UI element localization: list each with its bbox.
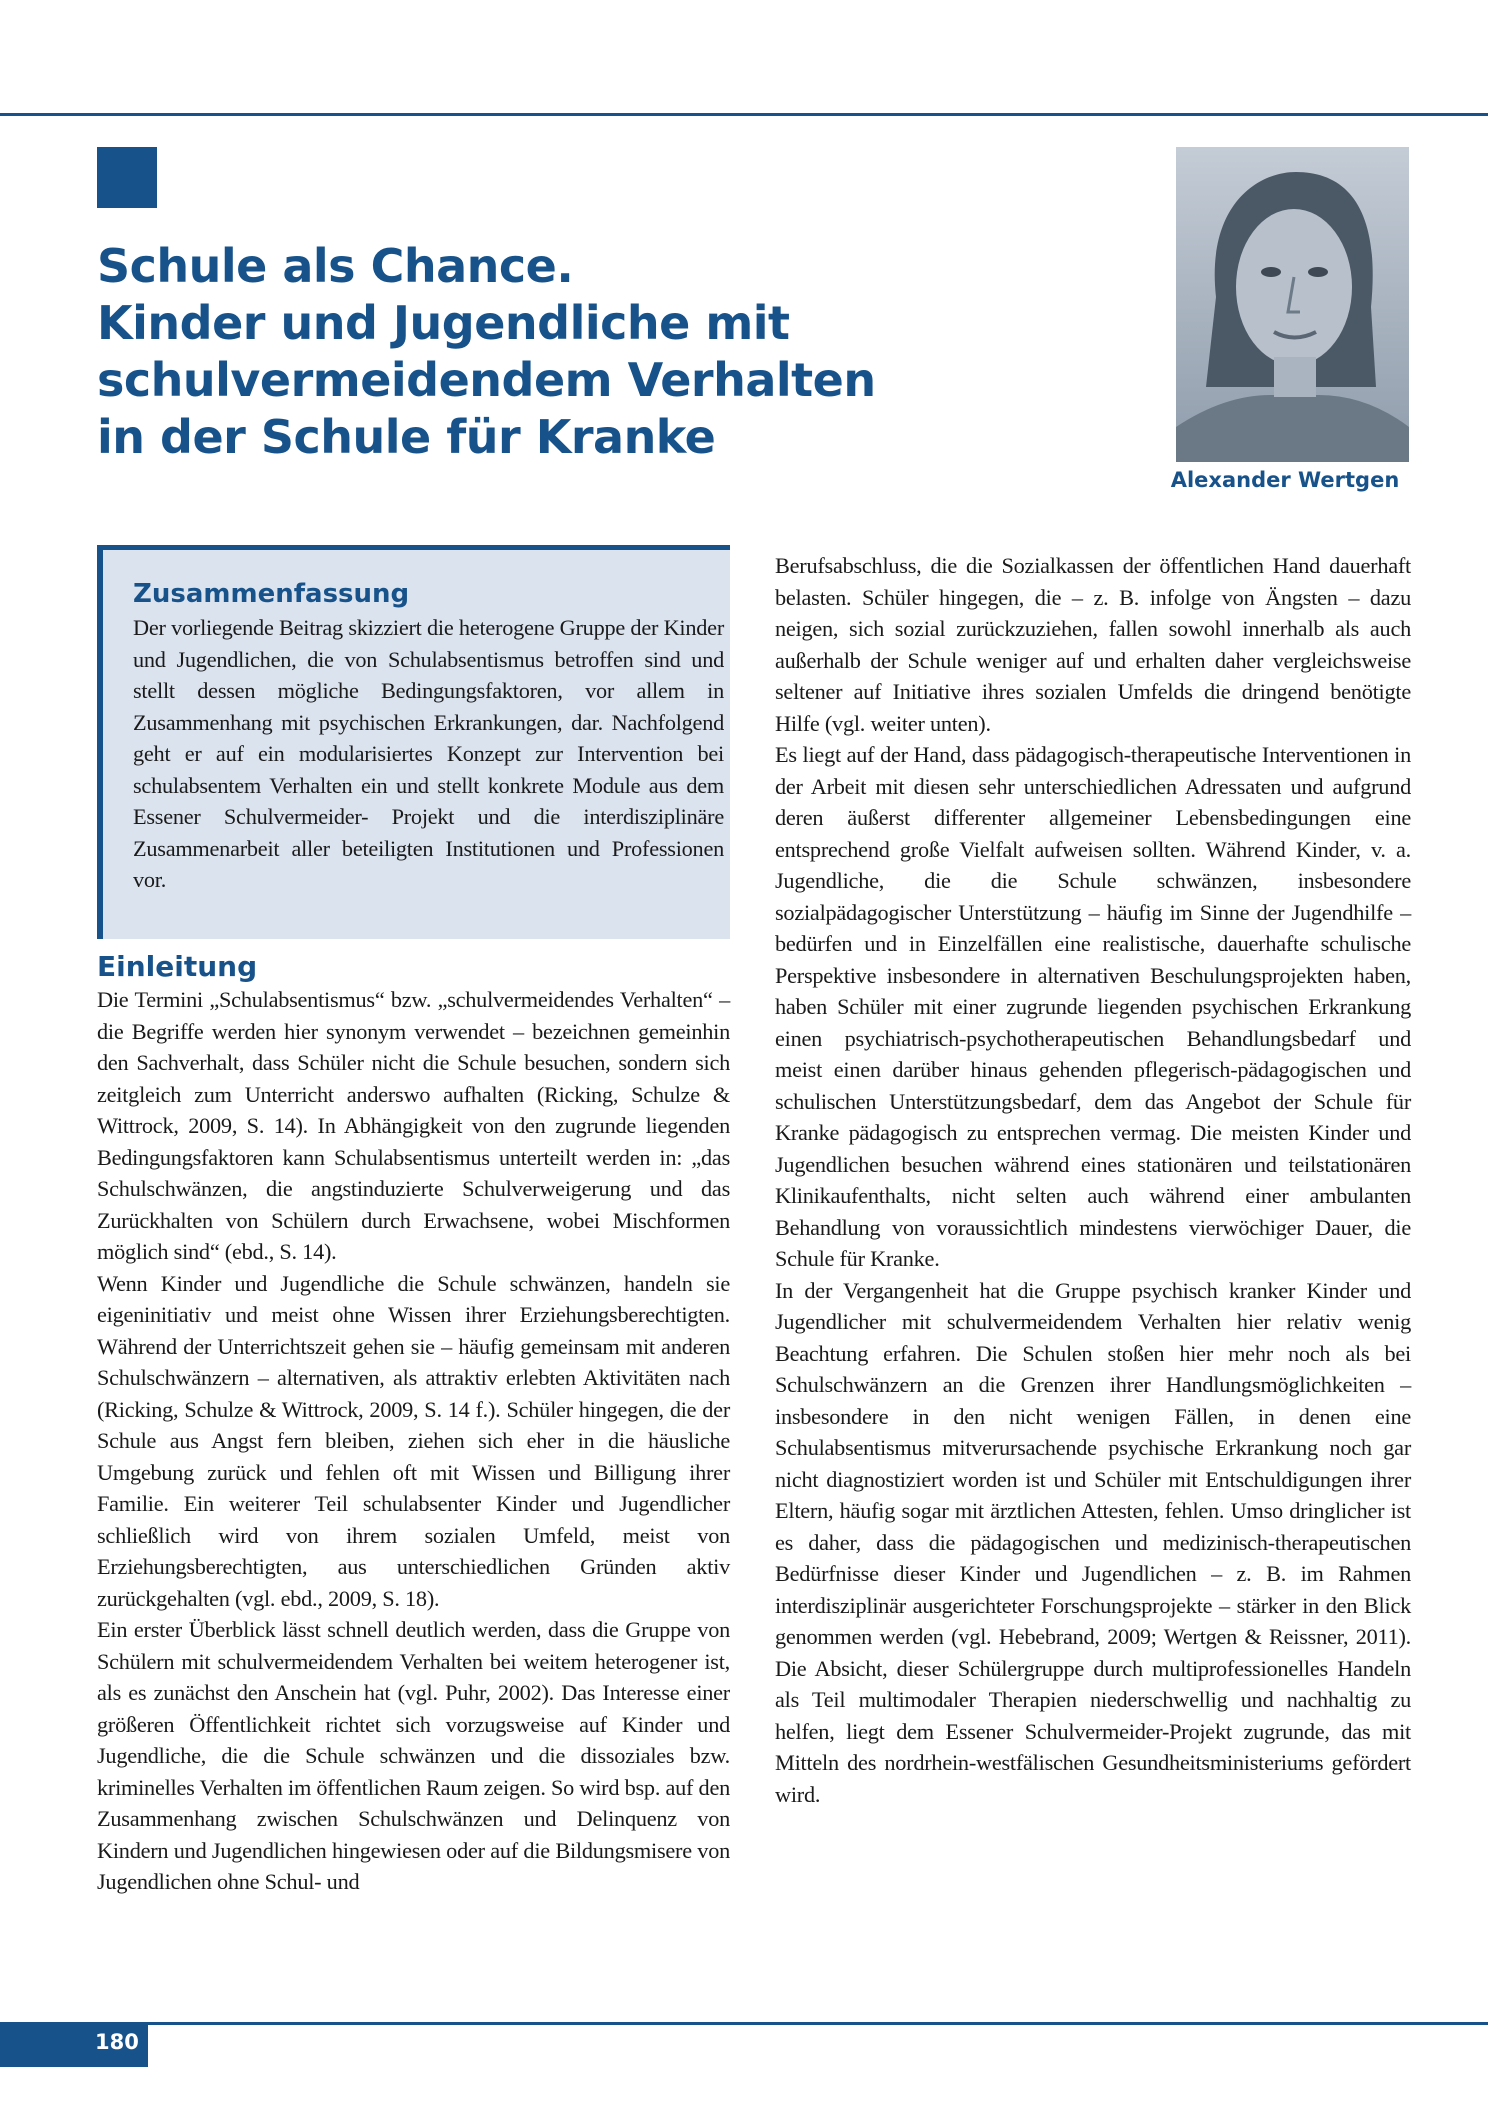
introduction-paragraph-3: Ein erster Überblick lässt schnell deutlich werden, dass die Gruppe von Schülern mit schulvermeidendem Verhalten bei weitem heterogener ist, als es zunächst den Anschein hat (vgl. Puhr, 2002). Das Interesse einer größeren Öffentlichkeit richtet sich vorzugsweise auf Kinder und Jugendliche, die die Schule schwänzen und die dissoziales bzw. kriminelles Verhalten im öffentlichen Raum zeigen. So wird bsp. auf den Zusammenhang zwischen Schulschwänzen und Delinquenz von Kindern und Jugendlichen hingewiesen oder auf die Bildungsmisere von Jugendlichen ohne Schul- und [97,1617,730,1894]
right-paragraph-1: Berufsabschluss, die die Sozialkassen der öffentlichen Hand dauerhaft belasten. Schüler hingegen, die – z. B. infolge von Ängsten – dazu neigen, sich sozial zurückzuziehen, fallen sowohl innerhalb als auch außerhalb der Schule weniger auf und erhalten daher vergleichsweise seltener auf Initiative ihres sozialen Umfelds die dringend benötigte Hilfe (vgl. weiter unten). [775,553,1411,736]
title-line-3: schulvermeidendem Verhalten [97,353,876,407]
top-rule [0,113,1488,116]
bottom-rule [0,2022,1488,2025]
abstract-text: Der vorliegende Beitrag skizziert die heterogene Gruppe der Kinder und Jugendlichen, die von Schulabsentismus betroffen sind und stellt dessen mögliche Bedingungsfaktoren, vor allem in Zusammenhang mit psychischen Erkrankungen, dar. Nachfolgend geht er auf ein modularisiertes Konzept zur Intervention bei schulabsentem Verhalten ein und stellt konkrete Module aus dem Essener Schulvermeider- Projekt und die interdisziplinäre Zusammenarbeit aller beteiligten Institutionen und Professionen vor. [133,615,724,892]
introduction-paragraph-1: Die Termini „Schulabsentismus“ bzw. „schulvermeidendes Verhalten“ – die Begriffe werden hier synonym verwendet – bezeichnen gemeinhin den Sachverhalt, dass Schüler nicht die Schule besuchen, sondern sich zeitgleich zum Unterricht anderswo aufhalten (Ricking, Schulze & Wittrock, 2009, S. 14). In Abhängigkeit von den zugrunde liegenden Bedingungsfaktoren kann Schulabsentismus unterteilt werden in: „das Schulschwänzen, die angstinduzierte Schulverweigerung und das Zurückhalten von Schülern durch Erwachsene, wobei Mischformen möglich sind“ (ebd., S. 14). [97,987,730,1264]
author-photo [1176,147,1409,462]
author-name: Alexander Wertgen [1170,468,1400,492]
right-paragraph-3: In der Vergangenheit hat die Gruppe psychisch kranker Kinder und Jugendlicher mit schulvermeidendem Verhalten hier relativ wenig Beachtung erfahren. Die Schulen stoßen hier mehr noch als bei Schulschwänzern an die Grenzen ihrer Handlungsmöglichkeiten – insbesondere in den nicht wenigen Fällen, in denen eine Schulabsentismus mitverursachende psychische Erkrankung noch gar nicht diagnostiziert worden ist und Schüler mit Entschuldigungen ihrer Eltern, häufig sogar mit ärztlichen Attesten, fehlen. Umso dringlicher ist es daher, dass die pädagogischen und medizinisch-therapeutischen Bedürfnisse dieser Kinder und Jugendlichen – z. B. im Rahmen interdisziplinär ausgerichteter Forschungsprojekte – stärker in den Blick genommen werden (vgl. Hebebrand, 2009; Wertgen & Reissner, 2011). Die Absicht, dieser Schülergruppe durch multiprofessionelles Handeln als Teil multimodaler Therapien niederschwellig und nachhaltig zu helfen, liegt dem Essener Schulvermeider-Projekt zugrunde, das mit Mitteln des nordrhein-westfälischen Gesundheitsministeriums gefördert wird. [775,1277,1411,1807]
abstract-box [97,545,730,939]
right-paragraph-2: Es liegt auf der Hand, dass pädagogisch-therapeutische Interventionen in der Arbeit mit diesen sehr unterschiedlichen Adressaten und aufgrund deren äußerst differenter allgemeiner Lebensbedingungen eine entsprechend große Vielfalt aufweisen sollten. Während Kinder, v. a. Jugendliche, die die Schule schwänzen, insbesondere sozialpädagogischer Unterstützung – häufig im Sinne der Jugendhilfe – bedürfen und in Einzelfällen eine realistische, dauerhafte schulische Perspektive insbesondere in alternativen Beschulungsprojekten haben, haben Schüler mit einer zugrunde liegenden psychischen Erkrankung einen psychiatrisch-psychotherapeutischen Behandlungsbedarf und meist einen darüber hinaus gehenden pflegerisch-pädagogischen und schulischen Unterstützungsbedarf, dem das Angebot der Schule für Kranke pädagogisch zu entsprechen vermag. Die meisten Kinder und Jugendlichen besuchen während eines stationären und teilstationären Klinikaufenthalts, nicht selten auch während einer ambulanten Behandlung von voraussichtlich mindestens vierwöchiger Dauer, die Schule für Kranke. [775,742,1411,1271]
title-line-4: in der Schule für Kranke [97,410,716,464]
page-number: 180 [95,2030,139,2054]
introduction-paragraph-2: Wenn Kinder und Jugendliche die Schule schwänzen, handeln sie eigeninitiativ und meist ohne Wissen ihrer Erziehungsberechtigten. Während der Unterrichtszeit gehen sie – häufig gemeinsam mit anderen Schulschwänzern – alternativen, als attraktiv erlebten Aktivitäten nach (Ricking, Schulze & Wittrock, 2009, S. 14 f.). Schüler hingegen, die der Schule aus Angst fern bleiben, ziehen sich eher in die häusliche Umgebung zurück und fehlen oft mit Wissen und Billigung ihrer Familie. Ein weiterer Teil schulabsenter Kinder und Jugendlicher schließlich wird von ihrem sozialen Umfeld, meist von Erziehungsberechtigten, aus unterschiedlichen Gründen aktiv zurückgehalten (vgl. ebd., 2009, S. 18). [97,1270,730,1611]
introduction-heading: Einleitung [97,950,258,983]
title-line-2: Kinder und Jugendliche mit [97,296,790,350]
portrait-photo-icon [1176,147,1409,462]
accent-square [97,147,157,208]
left-column [97,948,730,1898]
article-title [97,238,957,466]
right-column [775,550,1411,1810]
title-line-1: Schule als Chance. [97,239,574,293]
abstract-heading: Zusammenfassung [133,579,410,609]
